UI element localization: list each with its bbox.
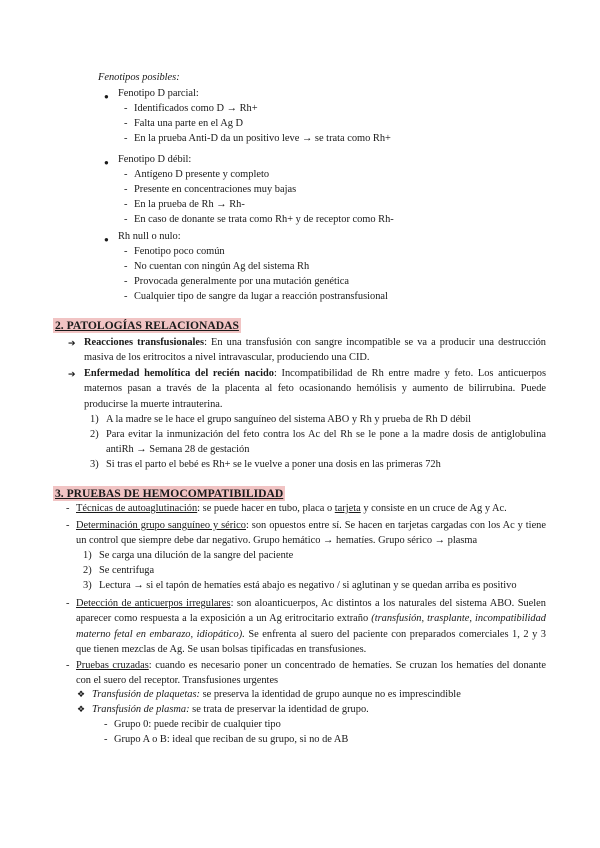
fenotipos-title: Fenotipos posibles: <box>98 72 180 83</box>
term: Enfermedad hemolítica del recién nacido <box>84 368 274 379</box>
diamond-bullet-icon: ❖ <box>77 705 86 715</box>
section-heading: 2. PATOLOGÍAS RELACIONADAS <box>55 319 239 332</box>
arrow-bullet-icon: ➔ <box>68 339 76 349</box>
fenotipo-group-label: Rh null o nulo: <box>118 231 181 242</box>
fenotipo-item: - No cuentan con ningún Ag del sistema Rh <box>124 261 310 272</box>
term: Técnicas de autoaglutinación <box>76 503 198 514</box>
fenotipo-item: - Cualquier tipo de sangre da lugar a reacción postransfusional <box>124 291 388 302</box>
term: Reacciones transfusionales <box>84 337 205 348</box>
fenotipo-item: - Provocada generalmente por una mutación genética <box>124 276 349 287</box>
determinacion-paragraph: Determinación grupo sanguíneo y sérico: son opuestos entre sí. Se hacen en tarjetas cargadas con los Ac y tiene un control que siempre debe dar negativo. Grupo hemático → hematíes. Grupo sérico → plasma <box>76 520 546 547</box>
fenotipo-item: - En la prueba de Rh → Rh- <box>124 199 245 210</box>
deteccion-paragraph: Detección de anticuerpos irregulares: son aloanticuerpos, Ac distintos a los naturales del sistema ABO. Suelen aparecer como respuesta a la exposición a un Ag eritrocitario extraño (transfusión, trasplante, incompatibilidad materno fetal en embarazo, idiopático). Se enfrenta al suero del paciente con preparados comerciales 1, 2 y 3 que tienen mezclas de Ag. Se usan bolsas tipificadas en transfusiones. <box>76 598 546 656</box>
plasma-item: Transfusión de plasma: se trata de preservar la identidad de grupo. <box>92 704 369 715</box>
fenotipo-item: - En caso de donante se trata como Rh+ y de receptor como Rh- <box>124 214 394 225</box>
bullet-icon: ● <box>104 158 109 167</box>
bullet-icon: ● <box>104 92 109 101</box>
plaquetas-item: Transfusión de plaquetas: se preserva la identidad de grupo aunque no es imprescindible <box>92 689 461 700</box>
term: Detección de anticuerpos irregulares <box>76 598 231 609</box>
grupo-item: - Grupo 0: puede recibir de cualquier tipo <box>104 719 281 730</box>
numbered-item: 2) Se centrifuga <box>83 565 155 576</box>
numbered-item: 1) Se carga una dilución de la sangre del paciente <box>83 550 294 561</box>
fenotipo-item: - Fenotipo poco común <box>124 246 225 257</box>
term: Determinación grupo sanguíneo y sérico <box>76 520 246 531</box>
grupo-item: - Grupo A o B: ideal que reciban de su grupo, si no de AB <box>104 734 349 745</box>
numbered-item: 3) Lectura → si el tapón de hematíes está abajo es negativo / si aglutinan y se quedan arriba es positivo <box>83 580 517 591</box>
enfermedad-paragraph: Enfermedad hemolítica del recién nacido: Incompatibilidad de Rh entre madre y feto. Los anticuerpos maternos pasan a través de la placenta al feto ocasionando hemólisis y aumento de bilirrubina. Puede producirse la muerte intrauterina. <box>84 368 547 410</box>
fenotipo-item: - Identificados como D → Rh+ <box>124 103 258 114</box>
section-heading: 3. PRUEBAS DE HEMOCOMPATIBILIDAD <box>55 487 284 500</box>
diamond-bullet-icon: ❖ <box>77 690 86 700</box>
fenotipo-item: - En la prueba Anti-D da un positivo leve → se trata como Rh+ <box>124 133 391 144</box>
tecnicas-paragraph: - Técnicas de autoaglutinación: se puede hacer en tubo, placa o tarjeta y consiste en un cruce de Ag y Ac. <box>66 503 507 514</box>
reacciones-paragraph: Reacciones transfusionales: En una transfusión con sangre incompatible se va a producir una destrucción masiva de los eritrocitos a nivel intravascular, produciendo una CID. <box>84 337 546 364</box>
fenotipo-item: - Presente en concentraciones muy bajas <box>124 184 297 195</box>
fenotipo-item: - Antígeno D presente y completo <box>124 169 270 180</box>
dash-bullet: - <box>66 520 70 531</box>
numbered-item: 1) A la madre se le hace el grupo sanguíneo del sistema ABO y Rh y prueba de Rh D débil <box>90 414 472 425</box>
fenotipo-group-label: Fenotipo D parcial: <box>118 88 199 99</box>
term: Pruebas cruzadas <box>76 660 149 671</box>
numbered-item: 3) Si tras el parto el bebé es Rh+ se le vuelve a poner una dosis en las primeras 72h <box>90 459 441 470</box>
bullet-icon: ● <box>104 235 109 244</box>
fenotipo-group-label: Fenotipo D débil: <box>118 154 192 165</box>
dash-bullet: - <box>66 660 70 671</box>
cruzadas-paragraph: Pruebas cruzadas: cuando es necesario poner un concentrado de hematíes. Se cruzan los hematíes del donante con el suero del receptor. Transfusiones urgentes <box>76 660 546 687</box>
fenotipo-item: - Falta una parte en el Ag D <box>124 118 244 129</box>
arrow-bullet-icon: ➔ <box>68 370 76 380</box>
dash-bullet: - <box>66 598 70 609</box>
numbered-item: 2) Para evitar la inmunización del feto contra los Ac del Rh se le pone a la madre dosis de antiglobulina antiRh → Semana 28 de gestación <box>90 429 546 456</box>
